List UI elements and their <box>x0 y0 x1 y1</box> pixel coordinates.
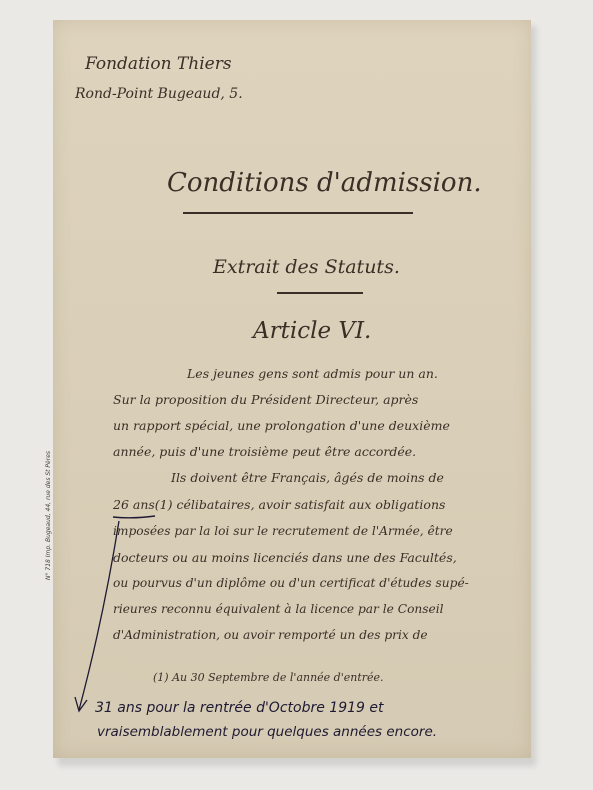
document-sheet <box>45 20 531 758</box>
statutes-subtitle: Extrait des Statuts. <box>213 256 400 278</box>
body-line: ou pourvus d'un diplôme ou d'un certificat d'études supé- <box>113 576 469 590</box>
handwritten-arrow <box>53 20 531 758</box>
document-title: Conditions d'admission. <box>167 168 482 198</box>
footnote: (1) Au 30 Septembre de l'année d'entrée. <box>153 671 384 684</box>
letterhead-name: Fondation Thiers <box>85 54 232 74</box>
body-line: Ils doivent être Français, âgés de moins de <box>171 470 444 485</box>
body-line: rieures reconnu équivalent à la licence par le Conseil <box>113 602 444 616</box>
body-line: docteurs ou au moins licenciés dans une des Facultés, <box>113 550 457 565</box>
handwritten-note-line1: 31 ans pour la rentrée d'Octobre 1919 et <box>95 700 384 716</box>
body-line: d'Administration, ou avoir remporté un des prix de <box>113 628 428 642</box>
body-line: un rapport spécial, une prolongation d'une deuxième <box>113 418 450 433</box>
letterhead-address: Rond-Point Bugeaud, 5. <box>75 86 243 102</box>
article-heading: Article VI. <box>253 318 372 344</box>
handwritten-note-line2: vraisemblablement pour quelques années encore. <box>97 724 438 740</box>
body-line: Les jeunes gens sont admis pour un an. <box>187 366 438 381</box>
body-line: Sur la proposition du Président Directeur, après <box>113 392 419 407</box>
body-line: imposées par la loi sur le recrutement de l'Armée, être <box>113 524 453 538</box>
body-line: année, puis d'une troisième peut être accordée. <box>113 444 417 459</box>
body-line: 26 ans(1) célibataires, avoir satisfait aux obligations <box>113 497 446 512</box>
printer-mark: N° 718 Imp. Bugeaud, 44, rue des St Pères <box>45 450 52 580</box>
